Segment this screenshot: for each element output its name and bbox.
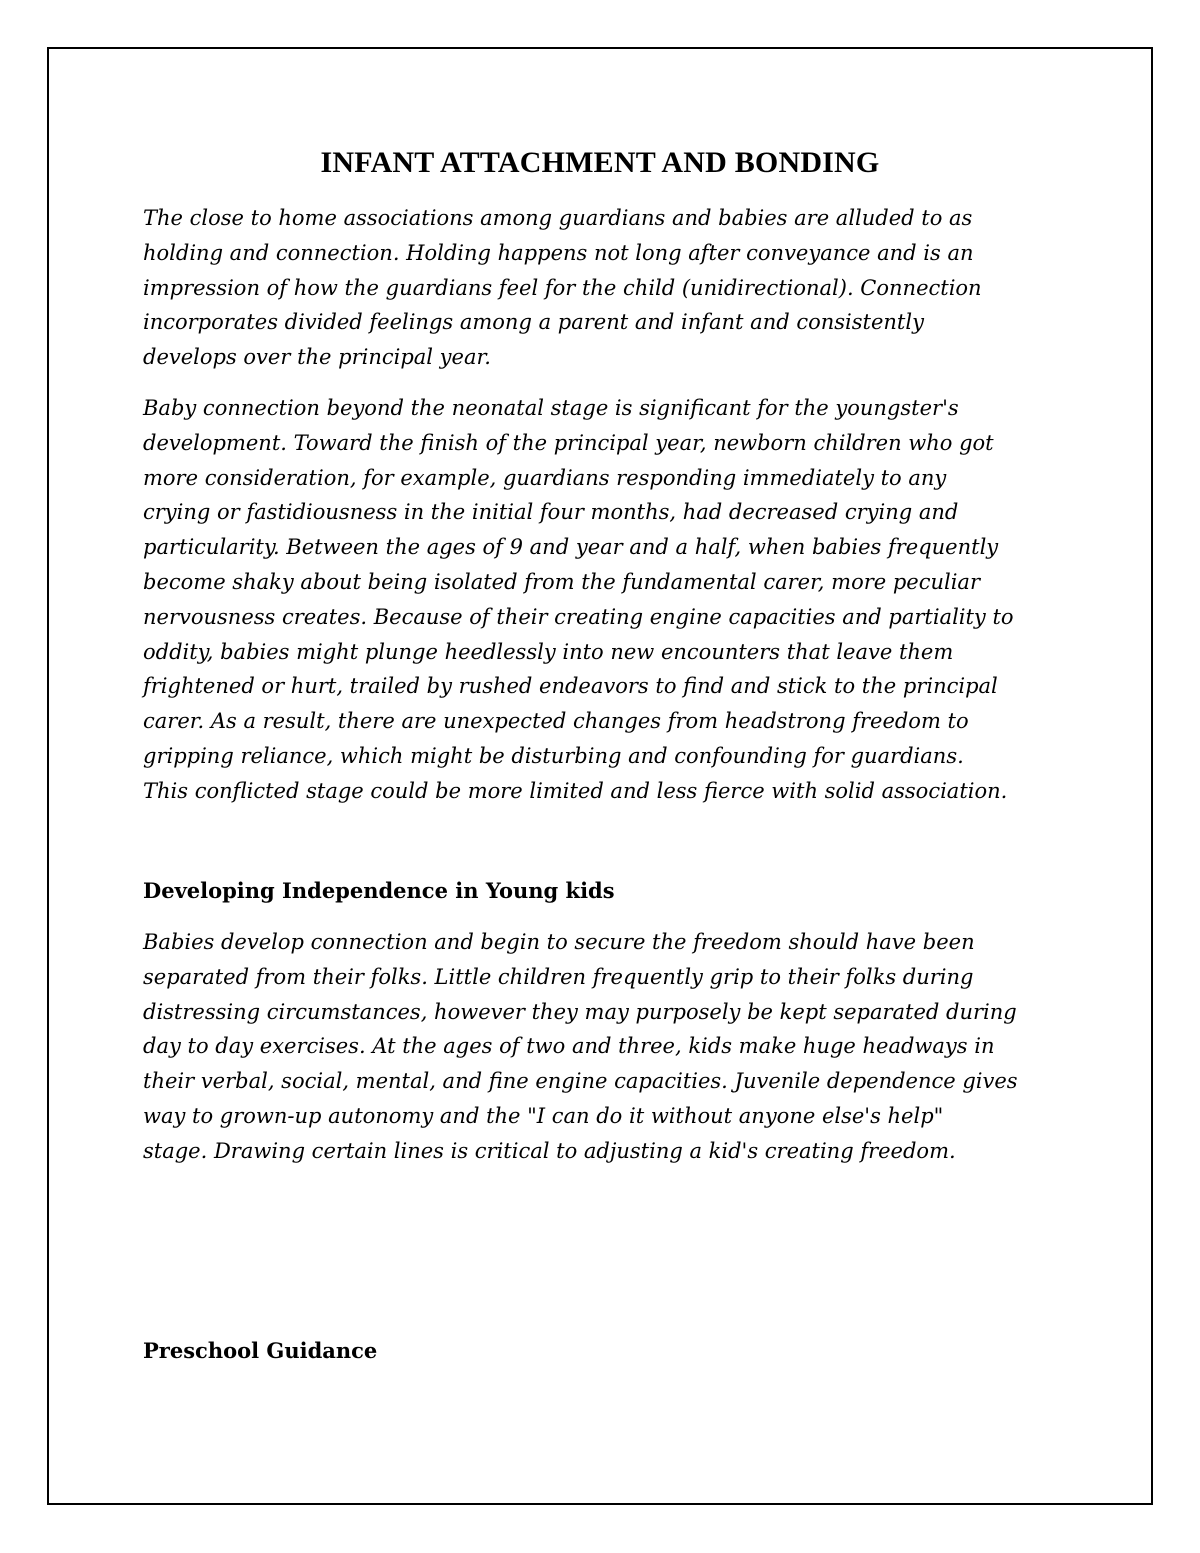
section-heading-independence: Developing Independence in Young kids bbox=[143, 878, 615, 903]
body-paragraph: Baby connection beyond the neonatal stage is significant for the youngster's development. Toward the finish of the principal year, newborn children who got more consideration, for example, guardians responding immediately to any crying or fastidiousness in the initial four months, had decreased crying and particularity. Between the ages of 9 and year and a half, when babies frequently become shaky about being isolated from the fundamental carer, more peculiar nervousness creates. Because of their creating engine capacities and partiality to oddity, babies might plunge heedlessly into new encounters that leave them frightened or hurt, trailed by rushed endeavors to find and stick to the principal carer. As a result, there are unexpected changes from headstrong freedom to gripping reliance, which might be disturbing and confounding for guardians. This conflicted stage could be more limited and less fierce with solid association. bbox=[143, 396, 1014, 803]
independence-paragraph: Babies develop connection and begin to secure the freedom should have been separated from their folks. Little children frequently grip to their folks during distressing circumstances, however they may purposely be kept separated during day to day exercises. At the ages of two and three, kids make huge headways in their verbal, social, mental, and fine engine capacities. Juvenile dependence gives way to grown-up autonomy and the "I can do it without anyone else's help" stage. Drawing certain lines is critical to adjusting a kid's creating freedom. bbox=[143, 930, 1018, 1163]
intro-paragraph: The close to home associations among guardians and babies are alluded to as holding and connection. Holding happens not long after conveyance and is an impression of how the guardians feel for the child (unidirectional). Connection incorporates divided feelings among a parent and infant and consistently develops over the principal year. bbox=[143, 206, 982, 370]
section-heading-preschool: Preschool Guidance bbox=[143, 1338, 378, 1363]
document-title: INFANT ATTACHMENT AND BONDING bbox=[320, 146, 880, 179]
